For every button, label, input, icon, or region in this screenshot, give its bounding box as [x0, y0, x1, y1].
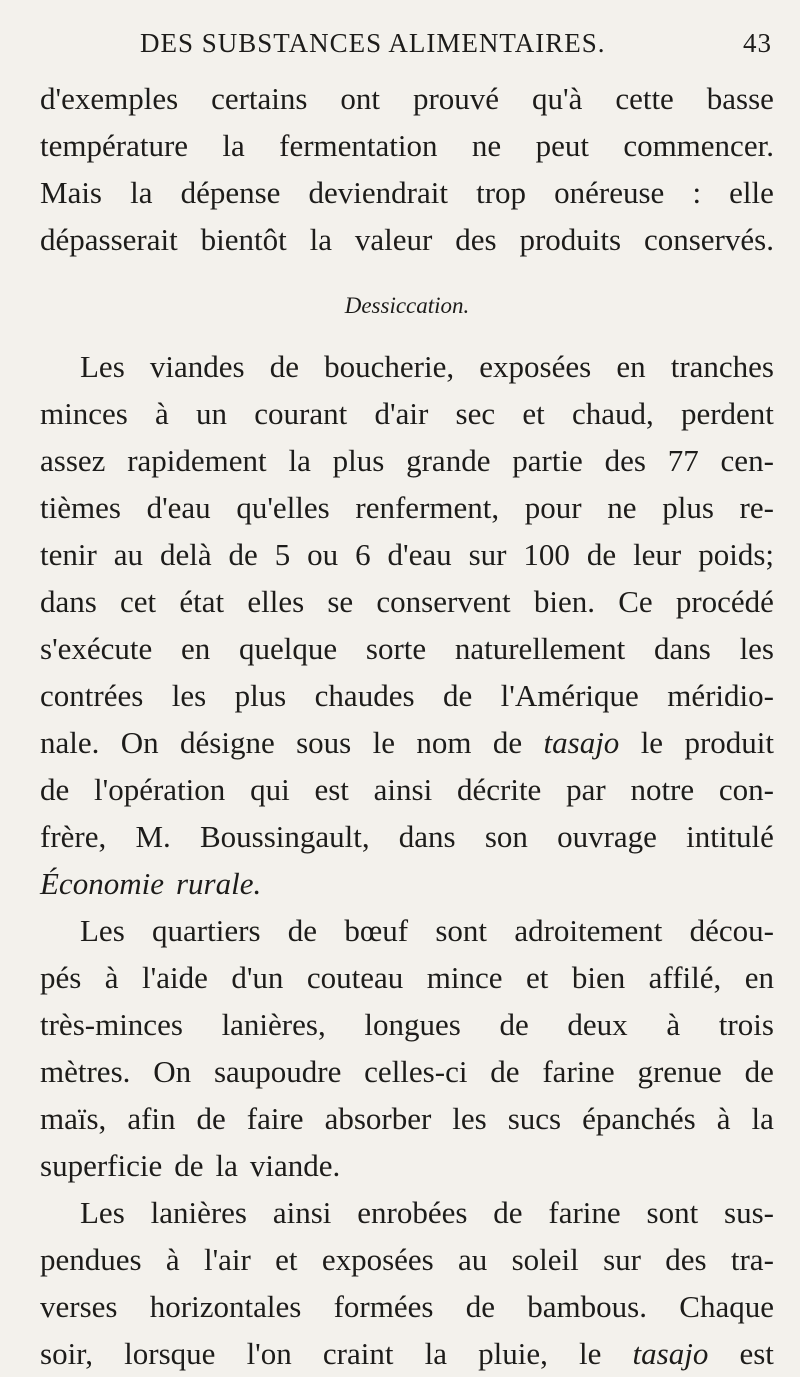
word: les: [452, 1101, 487, 1136]
word: 77: [667, 443, 699, 478]
word: dépense: [180, 175, 281, 210]
word: et: [522, 396, 545, 431]
word: nale.: [40, 725, 100, 760]
word: longues: [364, 1007, 461, 1042]
word: horizontales: [149, 1289, 302, 1324]
word: sorte: [365, 631, 427, 666]
word: Boussingault,: [199, 819, 370, 854]
word: d'eau: [146, 490, 211, 525]
word: des: [604, 443, 646, 478]
word: 100: [523, 537, 570, 572]
word: sont: [435, 913, 488, 948]
word: partie: [512, 443, 583, 478]
word: Mais: [40, 175, 102, 210]
word: sont: [646, 1195, 699, 1230]
text-line: [40, 1330, 774, 1377]
word: Économie: [40, 866, 164, 901]
word: cet: [120, 584, 157, 619]
word: sur: [603, 1242, 641, 1277]
word: onéreuse: [554, 175, 665, 210]
word: est: [739, 1336, 774, 1371]
text-line: [40, 216, 774, 263]
word: ainsi: [373, 772, 433, 807]
word: le: [640, 725, 664, 760]
word: plus: [662, 490, 714, 525]
word: qu'à: [532, 81, 583, 116]
word: chaud,: [571, 396, 654, 431]
word: décrite: [456, 772, 542, 807]
word: de: [40, 772, 70, 807]
word: grenue: [637, 1054, 722, 1089]
word: état: [179, 584, 225, 619]
word: qui: [250, 772, 290, 807]
text-line: [40, 122, 774, 169]
word: nom: [416, 725, 472, 760]
word: affilé,: [648, 960, 722, 995]
word: dans: [40, 584, 97, 619]
word: bien: [571, 960, 626, 995]
word: courant: [254, 396, 348, 431]
word: et: [525, 960, 549, 995]
word: de: [490, 1054, 520, 1089]
word: delà: [159, 537, 212, 572]
word: celles-ci: [364, 1054, 468, 1089]
word: décou-: [689, 913, 774, 948]
word: ainsi: [272, 1195, 332, 1230]
word: à: [666, 1007, 681, 1042]
word: d'air: [374, 396, 429, 431]
word: l'aide: [142, 960, 208, 995]
word: se: [327, 584, 354, 619]
word: mètres.: [40, 1054, 131, 1089]
word: le: [372, 725, 395, 760]
word: l'opération: [94, 772, 226, 807]
word: tasajo: [543, 725, 620, 760]
word: tra-: [730, 1242, 774, 1277]
paragraph-4: [40, 1189, 774, 1377]
word: pluie,: [478, 1336, 548, 1371]
word: certains: [211, 81, 308, 116]
text-line: [40, 954, 774, 1001]
word: :: [692, 175, 702, 210]
word: d'eau: [387, 537, 452, 572]
word: bœuf: [344, 913, 409, 948]
word: rurale.: [175, 866, 262, 901]
word: à: [104, 960, 119, 995]
word: de: [492, 725, 523, 760]
word: conservent: [376, 584, 511, 619]
word: de: [287, 913, 318, 948]
word: de: [499, 1007, 529, 1042]
word: peut: [535, 128, 589, 163]
word: craint: [322, 1336, 394, 1371]
word: en: [181, 631, 211, 666]
word: soleil: [511, 1242, 579, 1277]
running-title: DES SUBSTANCES ALIMENTAIRES.: [140, 28, 606, 58]
text-line: [40, 343, 774, 390]
word: quelque: [239, 631, 338, 666]
word: sucs: [507, 1101, 562, 1136]
word: sus-: [724, 1195, 774, 1230]
word: tenir: [40, 537, 97, 572]
word: maïs,: [40, 1101, 107, 1136]
paragraph-3: [40, 907, 774, 1189]
word: Ce: [618, 584, 653, 619]
word: un: [196, 396, 228, 431]
word: M.: [135, 819, 171, 854]
word: con-: [718, 772, 774, 807]
word: au: [113, 537, 144, 572]
word: notre: [630, 772, 695, 807]
text-line: [40, 437, 774, 484]
word: Les: [80, 913, 125, 948]
word: ne: [607, 490, 637, 525]
word: de: [586, 537, 617, 572]
text-line: [40, 813, 774, 860]
word: produit: [684, 725, 774, 760]
text-line: [40, 1283, 774, 1330]
word: et: [275, 1242, 298, 1277]
word: pés: [40, 960, 82, 995]
word: produits: [519, 222, 622, 257]
word: s'exécute: [40, 631, 153, 666]
text-line: [40, 1095, 774, 1142]
text-line: [40, 578, 774, 625]
word: soir,: [40, 1336, 94, 1371]
word: exposées: [479, 349, 592, 384]
word: formées: [333, 1289, 434, 1324]
word: farine: [548, 1195, 621, 1230]
word: sous: [296, 725, 352, 760]
word: lanières: [150, 1195, 247, 1230]
word: à: [716, 1101, 731, 1136]
word: basse: [706, 81, 774, 116]
word: de: [196, 1101, 226, 1136]
word: superficie: [40, 1148, 163, 1183]
word: ont: [340, 81, 381, 116]
word: grande: [406, 443, 491, 478]
paragraph-2: [40, 343, 774, 907]
word: deux: [567, 1007, 628, 1042]
word: boucherie,: [324, 349, 455, 384]
page-number: 43: [743, 28, 772, 58]
word: mince: [426, 960, 503, 995]
word: qu'elles: [236, 490, 330, 525]
word: la: [288, 443, 311, 478]
word: de: [442, 678, 473, 713]
word: bien.: [533, 584, 595, 619]
word: On: [120, 725, 159, 760]
word: afin: [127, 1101, 176, 1136]
word: de: [493, 1195, 523, 1230]
word: adroitement: [514, 913, 663, 948]
text-line: [40, 1142, 774, 1189]
text-line: [40, 484, 774, 531]
word: en: [616, 349, 646, 384]
word: la: [309, 222, 332, 257]
word: est: [314, 772, 349, 807]
word: sur: [468, 537, 507, 572]
word: On: [153, 1054, 192, 1089]
word: de: [744, 1054, 774, 1089]
word: de: [269, 349, 300, 384]
word: les: [171, 678, 207, 713]
word: Les: [80, 1195, 125, 1230]
word: plus: [234, 678, 287, 713]
word: pendues: [40, 1242, 142, 1277]
word: d'exemples: [40, 81, 179, 116]
word: elle: [729, 175, 774, 210]
text-line: [40, 719, 774, 766]
word: faire: [246, 1101, 304, 1136]
word: l'Amérique: [500, 678, 639, 713]
page-body: [40, 75, 774, 1377]
word: désigne: [180, 725, 275, 760]
word: perdent: [680, 396, 774, 431]
word: très-minces: [40, 1007, 183, 1042]
text-line: [40, 1236, 774, 1283]
word: trop: [476, 175, 527, 210]
word: contrées: [40, 678, 144, 713]
word: lanières,: [221, 1007, 326, 1042]
word: la: [751, 1101, 774, 1136]
word: assez: [40, 443, 106, 478]
word: 5: [274, 537, 291, 572]
word: des: [455, 222, 497, 257]
text-line: [40, 169, 774, 216]
word: son: [484, 819, 528, 854]
word: Chaque: [679, 1289, 774, 1324]
word: fermentation: [279, 128, 438, 163]
word: ne: [471, 128, 502, 163]
word: rapidement: [127, 443, 267, 478]
word: dans: [398, 819, 456, 854]
text-line: [40, 907, 774, 954]
word: frère,: [40, 819, 107, 854]
word: deviendrait: [308, 175, 448, 210]
word: tasajo: [632, 1336, 709, 1371]
text-line: [40, 766, 774, 813]
paragraph-1: [40, 75, 774, 263]
word: le: [579, 1336, 602, 1371]
word: trois: [718, 1007, 774, 1042]
running-header: [140, 28, 772, 68]
word: cen-: [720, 443, 774, 478]
word: valeur: [354, 222, 433, 257]
word: en: [744, 960, 774, 995]
word: de: [228, 537, 258, 572]
word: pour: [524, 490, 582, 525]
word: dépasserait: [40, 222, 178, 257]
word: au: [458, 1242, 488, 1277]
word: quartiers: [152, 913, 261, 948]
word: enrobées: [357, 1195, 468, 1230]
word: bambous.: [527, 1289, 647, 1324]
word: commencer.: [623, 128, 774, 163]
word: cette: [615, 81, 674, 116]
word: leur: [633, 537, 682, 572]
word: l'air: [203, 1242, 251, 1277]
word: tièmes: [40, 490, 121, 525]
word: ouvrage: [557, 819, 657, 854]
text-line: [40, 1048, 774, 1095]
text-line: [40, 860, 774, 907]
word: méridio-: [667, 678, 774, 713]
word: température: [40, 128, 189, 163]
word: sec: [455, 396, 496, 431]
word: farine: [542, 1054, 615, 1089]
text-line: [40, 672, 774, 719]
word: Les: [80, 349, 125, 384]
word: conservés.: [643, 222, 774, 257]
word: lorsque: [124, 1336, 216, 1371]
word: dans: [654, 631, 711, 666]
word: par: [566, 772, 606, 807]
text-line: [40, 531, 774, 578]
word: la: [215, 1148, 238, 1183]
word: 6: [355, 537, 371, 572]
word: la: [222, 128, 245, 163]
word: saupoudre: [213, 1054, 342, 1089]
word: poids;: [698, 537, 774, 572]
text-line: [40, 75, 774, 122]
word: verses: [40, 1289, 118, 1324]
word: bientôt: [200, 222, 287, 257]
text-line: [40, 625, 774, 672]
word: à: [155, 396, 169, 431]
word: viande.: [249, 1148, 341, 1183]
word: prouvé: [412, 81, 500, 116]
text-line: [40, 1001, 774, 1048]
word: les: [739, 631, 774, 666]
word: chaudes: [314, 678, 415, 713]
word: exposées: [321, 1242, 434, 1277]
word: procédé: [675, 584, 774, 619]
word: naturellement: [454, 631, 626, 666]
word: plus: [332, 443, 385, 478]
word: à: [165, 1242, 180, 1277]
word: tranches: [670, 349, 774, 384]
word: épanchés: [582, 1101, 696, 1136]
word: l'on: [246, 1336, 292, 1371]
word: la: [424, 1336, 447, 1371]
word: de: [465, 1289, 495, 1324]
word: ou: [307, 537, 339, 572]
word: couteau: [306, 960, 404, 995]
word: des: [665, 1242, 707, 1277]
word: renferment,: [355, 490, 500, 525]
section-heading: Dessiccation.: [344, 293, 470, 318]
word: minces: [40, 396, 128, 431]
word: d'un: [231, 960, 284, 995]
word: viandes: [149, 349, 245, 384]
text-line: [40, 390, 774, 437]
text-line: [40, 1189, 774, 1236]
word: elles: [247, 584, 305, 619]
word: intitulé: [686, 819, 774, 854]
word: absorber: [324, 1101, 432, 1136]
word: la: [130, 175, 153, 210]
word: de: [174, 1148, 204, 1183]
word: re-: [739, 490, 774, 525]
